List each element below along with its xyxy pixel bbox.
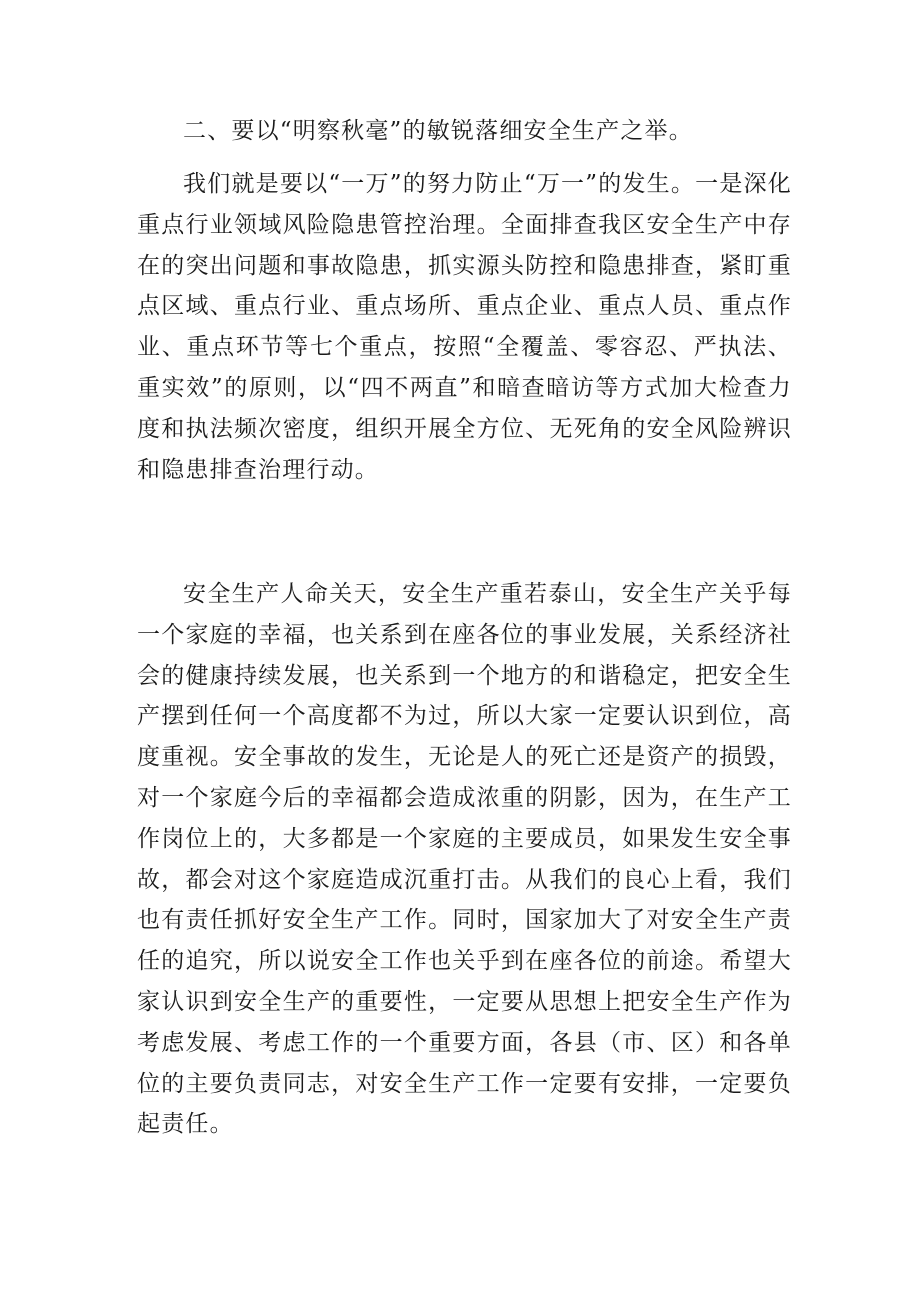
section-heading: 二、要以“明察秋毫”的敏锐落细安全生产之举。 <box>183 118 693 144</box>
paragraph-risk-control: 我们就是要以“一万”的努力防止“万一”的发生。一是深化重点行业领域风险隐患管控治理。全面排查我区安全生产中存在的突出问题和事故隐患，抓实源头防控和隐患排查，紧盯重点区域、重点行业、重点场所、重点企业、重点人员、重点作业、重点环节等七个重点，按照“全覆盖、零容忍、严执法、重实效”的原则，以“四不两直”和暗查暗访等方式加大检查力度和执法频次密度，组织开展全方位、无死角的安全风险辨识和隐患排查治理行动。 <box>137 171 792 483</box>
paragraph-safety-importance: 安全生产人命关天，安全生产重若泰山，安全生产关乎每一个家庭的幸福，也关系到在座各位的事业发展，关系经济社会的健康持续发展，也关系到一个地方的和谐稳定，把安全生产摆到任何一个高度都不为过，所以大家一定要认识到位，高度重视。安全事故的发生，无论是人的死亡还是资产的损毁，对一个家庭今后的幸福都会造成浓重的阴影，因为，在生产工作岗位上的，大多都是一个家庭的主要成员，如果发生安全事故，都会对这个家庭造成沉重打击。从我们的良心上看，我们也有责任抓好安全生产工作。同时，国家加大了对安全生产责任的追究，所以说安全工作也关乎到在座各位的前途。希望大家认识到安全生产的重要性，一定要从思想上把安全生产作为考虑发展、考虑工作的一个重要方面，各县（市、区）和各单位的主要负责同志，对安全生产工作一定要有安排，一定要负起责任。 <box>137 581 792 1138</box>
